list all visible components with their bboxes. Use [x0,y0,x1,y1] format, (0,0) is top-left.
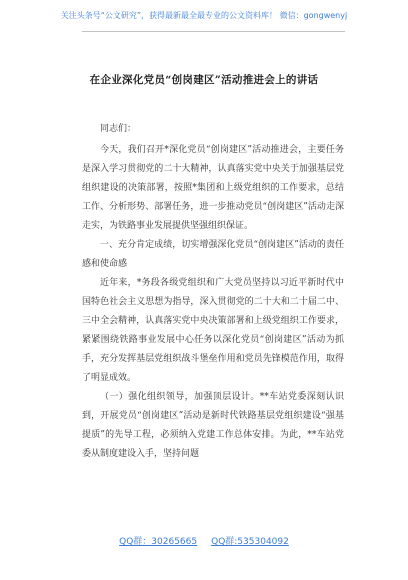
footer-contacts [0,534,408,547]
document-title: 在企业深化党员“创岗建区”活动推进会上的讲话 [89,74,319,86]
qq-group-2[interactable]: QQ群:535304092 [211,537,289,547]
section-heading: 一、充分肯定成绩，切实增强深化党员“创岗建区”活动的责任感和使命感 [82,240,344,269]
paragraph: 近年来，*务段各级党组织和广大党员坚持以习近平新时代中国特色社会主义思想为指导，深入贯彻党的二十大和二十届二中、三中全会精神，认真落实党中央决策部署和上级党组织工作要求，紧紧围绕铁路事业发展中心任务以深化党员“创岗建区”活动为抓手，充分发挥基层党组织战斗堡垒作用和党员先锋模范作用，取得了明显成效。 [82,278,344,383]
salutation: 同志们： [100,124,137,134]
paragraph: （一）强化组织领导，加强顶层设计。**车站党委深刻认识到，开展党员“创岗建区”活动是新时代铁路基层党组织建设“强基提质”的先导工程，必须纳入党建工作总体安排。为此，**车站党委从制度建设入手，坚持问题 [82,392,344,459]
header-divider [82,31,345,32]
paragraph: 今天，我们召开*深化党员“创岗建区”活动推进会，主要任务是深入学习贯彻党的二十大精神，认真落实党中央关于加强基层党组织建设的决策部署，按照*集团和上级党组织的工作要求，总结工作、分析形势、部署任务，进一步推动党员“创岗建区”活动走深走实，为铁路事业发展提供坚强组织保证。 [82,145,344,231]
header-banner: 关注头条号“公文研究”，获得最新最全最专业的公文资料库！ 微信：gongwenyj [60,11,348,20]
document-body [82,120,344,464]
qq-group-1[interactable]: QQ群：30265665 [119,537,198,547]
